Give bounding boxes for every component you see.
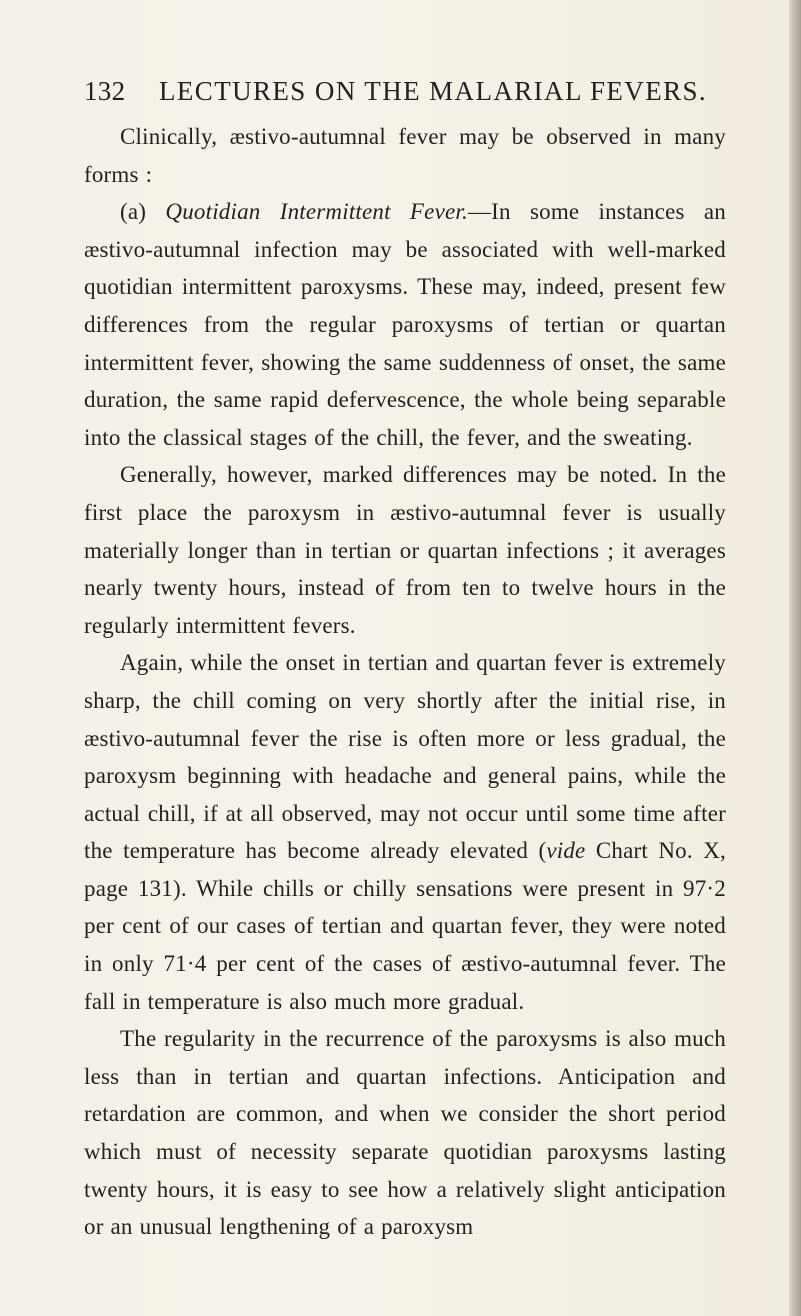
- paragraph-again-text-start: Again, while the onset in tertian and quartan fever is extremely sharp, the chill coming on very shortly after the initial rise, in æstivo-autumnal fever the rise is often more or less gradual, the paroxysm beginning with headache and general pains, while the actual chill, if at all observed, may not occur until some time after the temperature has become already elevated (: [84, 650, 726, 864]
- running-title: LECTURES ON THE MALARIAL FEVERS.: [159, 76, 708, 106]
- paragraph-intro: Clinically, æstivo-autumnal fever may be observed in many forms :: [84, 124, 726, 187]
- page-body-text: [84, 118, 726, 1246]
- paragraph-again-text-end: Chart No. X, page 131). While chills or chilly sensations were present in 97·2 per cent of our cases of tertian and quartan fever, they were noted in only 71·4 per cent of the cases of æstivo-autumnal fever. The fall in temperature is also much more gradual.: [84, 838, 726, 1014]
- paragraph-quotidian-text: —In some instances an æstivo-autumnal infection may be associated with well-marked quotidian intermittent paroxysms. These may, indeed, present few differences from the regular paroxysms of tertian or quartan intermittent fever, showing the same suddenness of onset, the same duration, the same rapid defervescence, the whole being separable into the classical stages of the chill, the fever, and the sweating.: [84, 199, 727, 450]
- subsection-heading: Quotidian Intermittent Fever.: [165, 199, 468, 225]
- page-edge-shadow: [789, 0, 801, 1316]
- paragraph-generally: Generally, however, marked differences may be noted. In the first place the paroxysm in æstivo-autumnal fever is usually materially longer than in tertian or quartan infections ; it averages nearly twenty hours, instead of from ten to twelve hours in the regularly intermittent fevers.: [84, 462, 726, 638]
- page-header: [84, 76, 719, 112]
- vide-term: vide: [546, 838, 586, 864]
- paragraph-quotidian-intermittent: [84, 193, 726, 456]
- page-number: 132: [84, 76, 126, 106]
- paragraph-regularity: The regularity in the recurrence of the paroxysms is also much less than in tertian and quartan infections. Anticipation and retardation are common, and when we consider the short period which must of necessity separate quotidian paroxysms lasting twenty hours, it is easy to see how a relatively slight anticipation or an unusual lengthening of a paroxysm: [84, 1026, 726, 1240]
- subsection-label: (a): [120, 199, 147, 225]
- paragraph-again: [84, 644, 726, 1020]
